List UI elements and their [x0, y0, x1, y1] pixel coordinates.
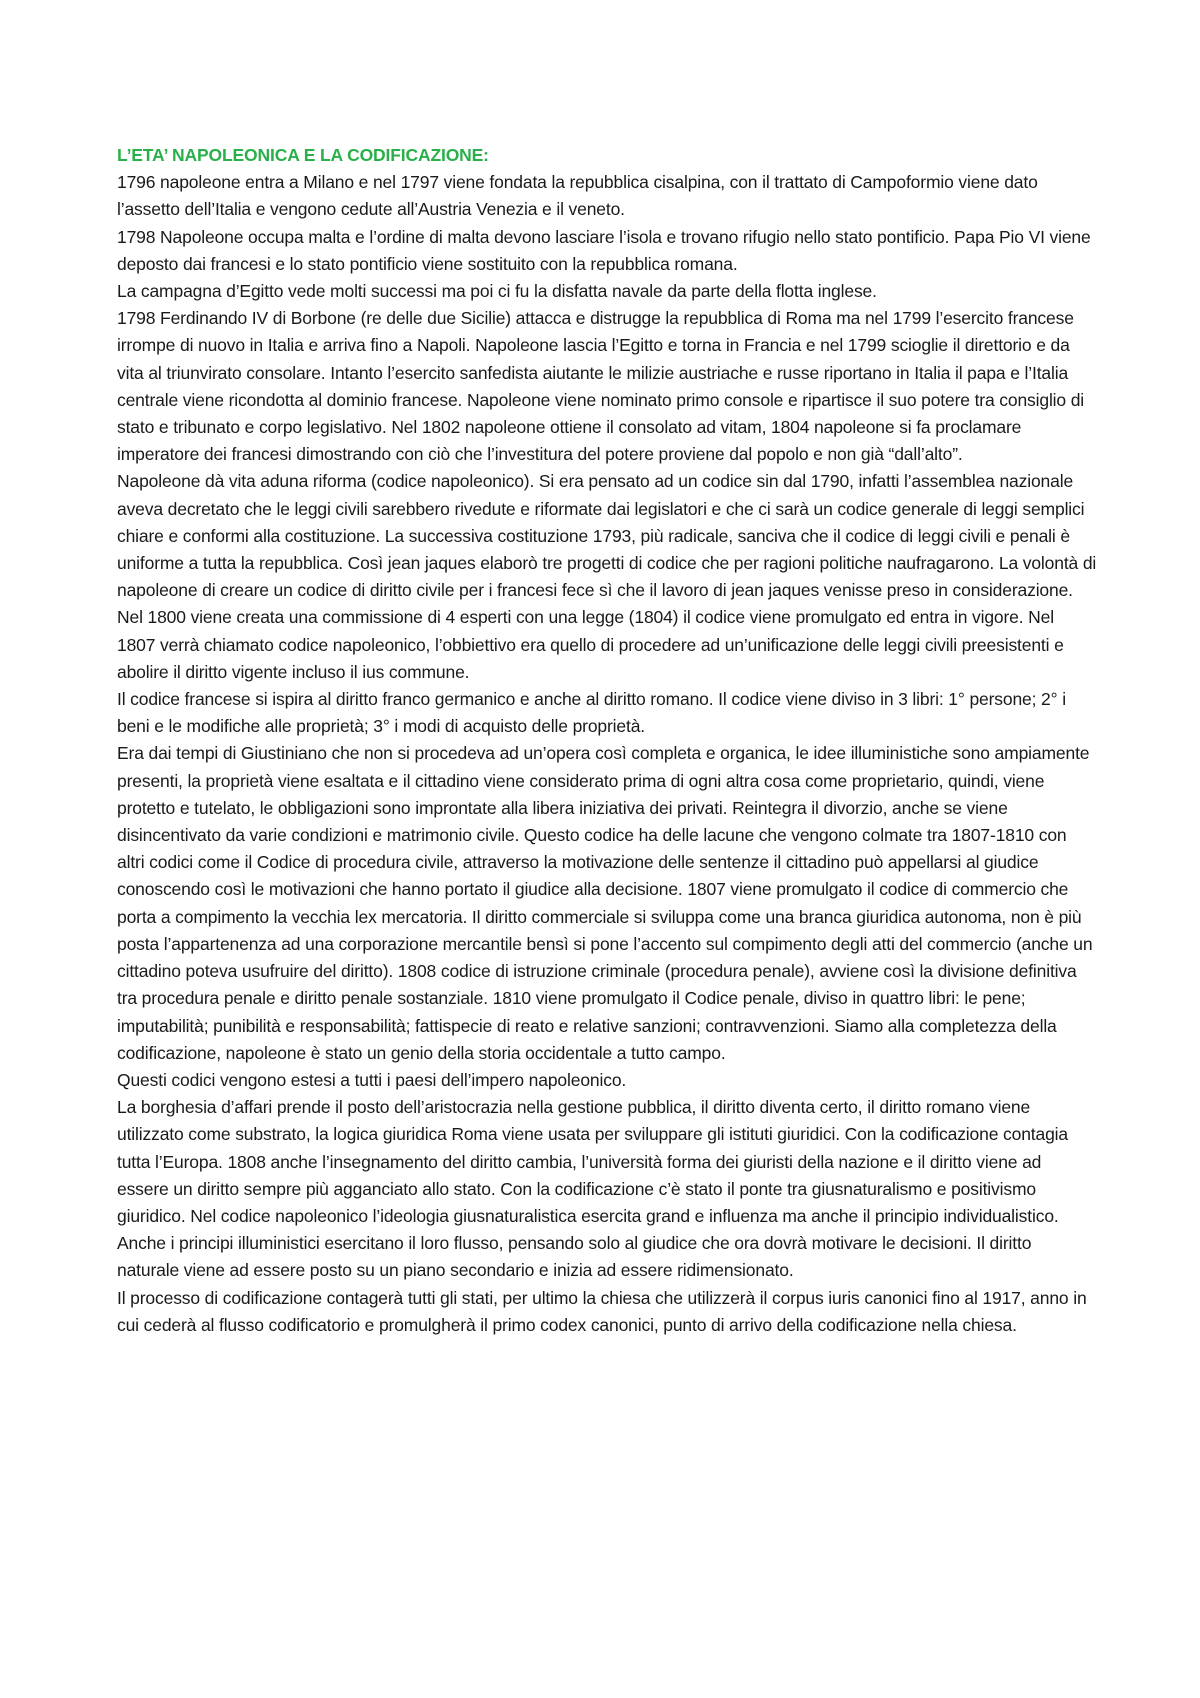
paragraph: Il processo di codificazione contagerà tutti gli stati, per ultimo la chiesa che utilizzerà il corpus iuris canonici fino al 1917, anno in cui cederà al flusso codificatorio e promulgherà il primo codex canonici, punto di arrivo della codificazione nella chiesa.: [117, 1287, 1087, 1335]
paragraph: Era dai tempi di Giustiniano che non si procedeva ad un’opera così completa e organica, le idee illuministiche sono ampiamente presenti, la proprietà viene esaltata e il cittadino viene considerato prima di ogni altra cosa come proprietario, quindi, viene protetto e tutelato, le obbligazioni sono improntate alla libera iniziativa dei privati. Reintegra il divorzio, anche se viene disincentivato da varie condizioni e matrimonio civile. Questo codice ha delle lacune che vengono colmate tra 1807-1810 con altri codici come il Codice di procedura civile, attraverso la motivazione delle sentenze il cittadino può appellarsi al giudice conoscendo così le motivazioni che hanno portato il giudice alla decisione. 1807 viene promulgato il codice di commercio che porta a compimento la vecchia lex mercatoria. Il diritto commerciale si sviluppa come una branca giuridica autonoma, non è più posta l’appartenenza ad una corporazione mercantile bensì si pone l’accento sul compimento degli atti del commercio (anche un cittadino poteva usufruire del diritto). 1808 codice di istruzione criminale (procedura penale), avviene così la divisione definitiva tra procedura penale e diritto penale sostanziale. 1810 viene promulgato il Codice penale, diviso in quattro libri: le pene; imputabilità; punibilità e responsabilità; fattispecie di reato e relative sanzioni; contravvenzioni. Siamo alla completezza della codificazione, napoleone è stato un genio della storia occidentale a tutto campo.: [117, 743, 1093, 1063]
paragraph: 1798 Ferdinando IV di Borbone (re delle due Sicilie) attacca e distrugge la repubblica di Roma ma nel 1799 l’esercito francese irrompe di nuovo in Italia e arriva fino a Napoli. Napoleone lascia l’Egitto e torna in Francia e nel 1799 scioglie il direttorio e da vita al triunvirato consolare. Intanto l’esercito sanfedista aiutante le milizie austriache e russe riportano in Italia il papa e l’Italia centrale viene ricondotta al dominio francese. Napoleone viene nominato primo console e ripartisce il suo potere tra consiglio di stato e tribunato e corpo legislativo. Nel 1802 napoleone ottiene il consolato ad vitam, 1804 napoleone si fa proclamare imperatore dei francesi dimostrando con ciò che l’investitura del potere proviene dal popolo e non già “dall’alto”.: [117, 308, 1085, 465]
paragraph: La campagna d’Egitto vede molti successi ma poi ci fu la disfatta navale da parte della flotta inglese.: [117, 281, 877, 302]
paragraph: Napoleone dà vita aduna riforma (codice napoleonico). Si era pensato ad un codice sin dal 1790, infatti l’assemblea nazionale aveva decretato che le leggi civili sarebbero rivedute e riformate dai legislatori e che ci sarà un codice generale di leggi semplici chiare e conformi alla costituzione. La successiva costituzione 1793, più radicale, sanciva che il codice di leggi civili e penali è uniforme a tutta la repubblica. Così jean jaques elaborò tre progetti di codice che per ragioni politiche naufragarono. La volontà di napoleone di creare un codice di diritto civile per i francesi fece sì che il lavoro di jean jaques venisse preso in considerazione. Nel 1800 viene creata una commissione di 4 esperti con una legge (1804) il codice viene promulgato ed entra in vigore. Nel 1807 verrà chiamato codice napoleonico, l’obbiettivo era quello di procedere ad un’unificazione delle leggi civili preesistenti e abolire il diritto vigente incluso il ius commune.: [117, 471, 1097, 682]
paragraph: Il codice francese si ispira al diritto franco germanico e anche al diritto romano. Il codice viene diviso in 3 libri: 1° persone; 2° i beni e le modifiche alle proprietà; 3° i modi di acquisto delle proprietà.: [117, 689, 1066, 737]
paragraph: 1798 Napoleone occupa malta e l’ordine di malta devono lasciare l’isola e trovano rifugio nello stato pontificio. Papa Pio VI viene deposto dai francesi e lo stato pontificio viene sostituito con la repubblica romana.: [117, 226, 1091, 274]
paragraph: La borghesia d’affari prende il posto dell’aristocrazia nella gestione pubblica, il diritto diventa certo, il diritto romano viene utilizzato come substrato, la logica giuridica Roma viene usata per sviluppare gli istituti giuridici. Con la codificazione contagia tutta l’Europa. 1808 anche l’insegnamento del diritto cambia, l’università forma dei giuristi della nazione e il diritto viene ad essere un diritto sempre più agganciato allo stato. Con la codificazione c’è stato il ponte tra giusnaturalismo e positivismo giuridico. Nel codice napoleonico l’ideologia giusnaturalistica esercita grand e influenza ma anche il principio individualistico. Anche i principi illuministici esercitano il loro flusso, pensando solo al giudice che ora dovrà motivare le decisioni. Il diritto naturale viene ad essere posto su un piano secondario e inizia ad essere ridimensionato.: [117, 1097, 1068, 1281]
paragraph: 1796 napoleone entra a Milano e nel 1797 viene fondata la repubblica cisalpina, con il trattato di Campoformio viene dato l’assetto dell’Italia e vengono cedute all’Austria Venezia e il veneto.: [117, 172, 1038, 220]
document-page: [117, 142, 1097, 1339]
paragraph: Questi codici vengono estesi a tutti i paesi dell’impero napoleonico.: [117, 1069, 627, 1090]
document-title: L’ETA’ NAPOLEONICA E LA CODIFICAZIONE:: [117, 145, 489, 165]
